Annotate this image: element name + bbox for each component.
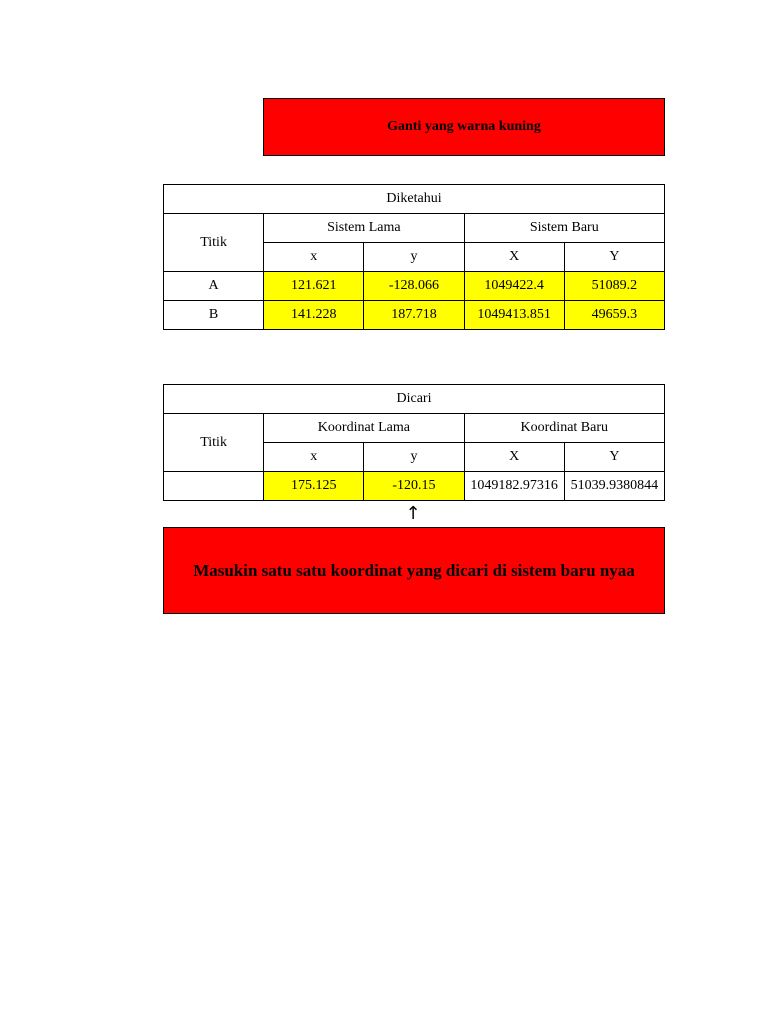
known-col-x: x <box>264 243 364 272</box>
table-row <box>164 301 665 330</box>
sought-col-y: y <box>364 443 464 472</box>
input-y-cell[interactable]: -120.15 <box>364 472 464 501</box>
arrow-up-icon: ↑ <box>405 503 421 524</box>
table-row <box>164 272 665 301</box>
sought-col-X: X <box>464 443 564 472</box>
new-system-header: Sistem Baru <box>464 214 664 243</box>
sought-table-title: Dicari <box>164 385 665 414</box>
point-label: B <box>164 301 264 330</box>
table-row <box>164 472 665 501</box>
new-coord-header: Koordinat Baru <box>464 414 664 443</box>
sought-col-Y: Y <box>564 443 664 472</box>
sought-coordinates-table <box>163 384 665 501</box>
known-col-Y: Y <box>564 243 664 272</box>
old-system-header: Sistem Lama <box>264 214 464 243</box>
top-instruction-banner <box>263 98 665 156</box>
sought-point-header: Titik <box>164 414 264 472</box>
input-x-cell[interactable]: 175.125 <box>264 472 364 501</box>
old-y-cell[interactable]: -128.066 <box>364 272 464 301</box>
known-col-X: X <box>464 243 564 272</box>
known-coordinates-table <box>163 184 665 330</box>
sought-col-x: x <box>264 443 364 472</box>
new-X-cell[interactable]: 1049422.4 <box>464 272 564 301</box>
old-x-cell[interactable]: 121.621 <box>264 272 364 301</box>
point-label <box>164 472 264 501</box>
bottom-instruction-banner <box>163 527 665 614</box>
known-col-y: y <box>364 243 464 272</box>
new-Y-cell[interactable]: 51089.2 <box>564 272 664 301</box>
bottom-instruction-text: Masukin satu satu koordinat yang dicari di sistem baru nyaa <box>193 560 635 580</box>
new-X-cell[interactable]: 1049413.851 <box>464 301 564 330</box>
result-X-cell: 1049182.97316 <box>464 472 564 501</box>
result-Y-cell: 51039.9380844 <box>564 472 664 501</box>
old-y-cell[interactable]: 187.718 <box>364 301 464 330</box>
point-label: A <box>164 272 264 301</box>
known-table-title: Diketahui <box>164 185 665 214</box>
new-Y-cell[interactable]: 49659.3 <box>564 301 664 330</box>
old-x-cell[interactable]: 141.228 <box>264 301 364 330</box>
old-coord-header: Koordinat Lama <box>264 414 464 443</box>
known-point-header: Titik <box>164 214 264 272</box>
top-instruction-text: Ganti yang warna kuning <box>387 119 541 134</box>
